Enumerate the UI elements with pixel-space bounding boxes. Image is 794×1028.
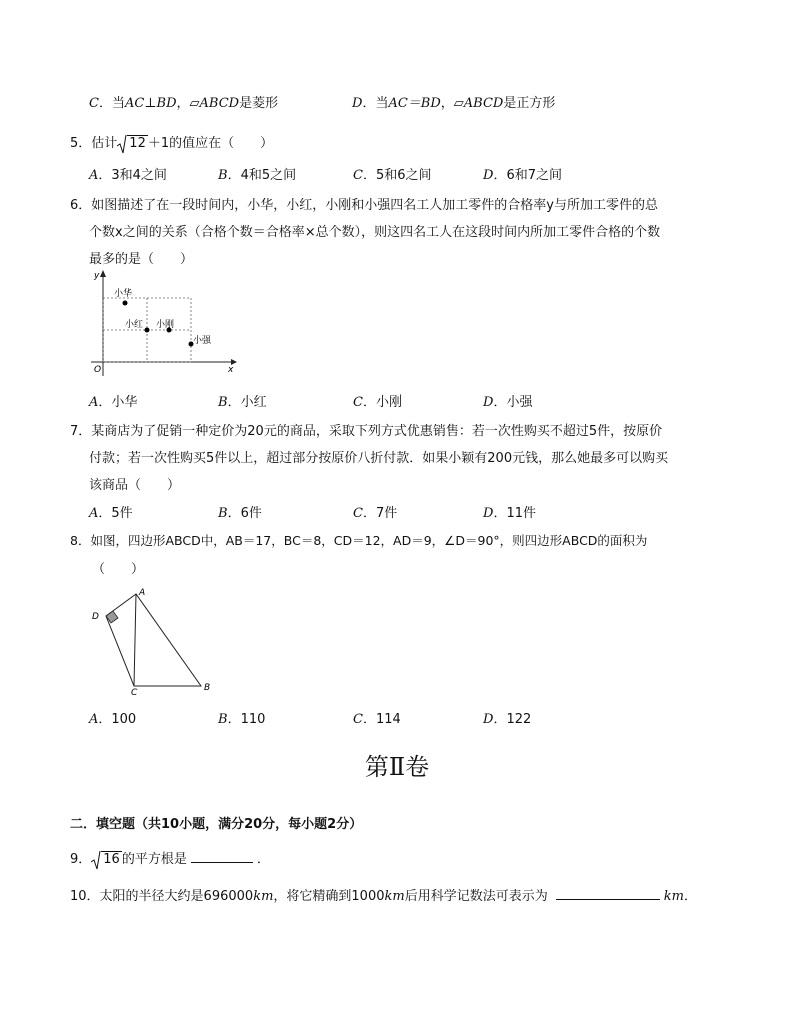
q6-option-d: D．小强 [483,395,533,410]
q7-stem-line1: 7．某商店为了促销一种定价为20元的商品，采取下列方式优惠销售：若一次性购买不超过5件，按原价 [70,424,663,439]
x-axis-label: x [228,365,234,375]
vertex-d: D [92,612,99,622]
q6-graph [88,268,238,376]
q6-option-c: C．小刚 [353,395,402,410]
q10-stem: 10．太阳的半径大约是696000km，将它精确到1000km后用科学记数法可表示为 km． [70,889,697,904]
q8-option-a: A．100 [89,712,137,727]
q8-option-c: C．114 [353,712,401,727]
origin-label: O [94,365,102,375]
q4-option-d: D．当AC＝BD，▱ABCD是正方形 [352,96,556,111]
q5-option-c: C．5和6之间 [353,168,432,183]
q8-option-d: D．122 [483,712,532,727]
quadrilateral-abcd [106,594,201,686]
q6-stem-line2: 个数x之间的关系（合格个数＝合格率×总个数），则这四名工人在这段时间内所加工零件合格的个数 [89,225,661,240]
q7-option-a: A．5件 [89,506,133,521]
part2-title: 第Ⅱ卷 [364,753,430,781]
y-axis-arrow-icon [100,270,106,277]
q7-stem-line3: 该商品（ ） [89,478,181,493]
sqrt-symbol: 12 [117,134,148,154]
q10-answer-blank[interactable] [556,899,660,900]
sqrt-symbol: 16 [91,850,122,870]
label-xiaohua: 小华 [114,289,133,299]
q7-option-b: B．6件 [218,506,262,521]
q9-answer-blank[interactable] [191,862,253,863]
q8-figure [86,584,216,696]
point-xiaohua [123,301,128,306]
q8-stem-line2: （ ） [92,562,145,577]
q6-stem-line3: 最多的是（ ） [89,252,194,267]
label-xiaoqiang: 小强 [193,336,212,346]
q8-option-b: B．110 [218,712,266,727]
section2-heading: 二．填空题（共10小题，满分20分，每小题2分） [70,817,363,832]
q5-option-b: B．4和5之间 [218,168,297,183]
q6-stem-line1: 6．如图描述了在一段时间内，小华，小红，小刚和小强四名工人加工零件的合格率y与所加工零件的总 [70,198,658,213]
q6-option-b: B．小红 [218,395,267,410]
q7-option-d: D．11件 [483,506,536,521]
q6-option-a: A．小华 [89,395,138,410]
point-xiaohong [145,328,150,333]
label-xiaogang: 小刚 [156,320,175,330]
diagonal-ac [134,594,136,686]
q5-stem: 5．估计 12 ＋1的值应在（ ） [70,132,273,154]
label-xiaohong: 小红 [125,320,144,330]
vertex-a: A [139,588,146,598]
q5-option-a: A．3和4之间 [89,168,167,183]
y-axis-label: y [94,271,100,281]
vertex-b: B [204,683,211,693]
q7-option-c: C．7件 [353,506,398,521]
q4-option-c: C．当AC⊥BD，▱ABCD是菱形 [89,96,279,111]
q5-option-d: D．6和7之间 [483,168,562,183]
q9-stem: 9． 16 的平方根是 ． [70,848,270,870]
q7-stem-line2: 付款；若一次性购买5件以上，超过部分按原价八折付款．如果小颖有200元钱，那么她最多可以购买 [89,451,669,466]
vertex-c: C [131,688,138,696]
q8-stem-line1: 8．如图，四边形ABCD中，AB＝17，BC＝8，CD＝12，AD＝9，∠D＝90°，则四边形ABCD的面积为 [70,533,648,548]
